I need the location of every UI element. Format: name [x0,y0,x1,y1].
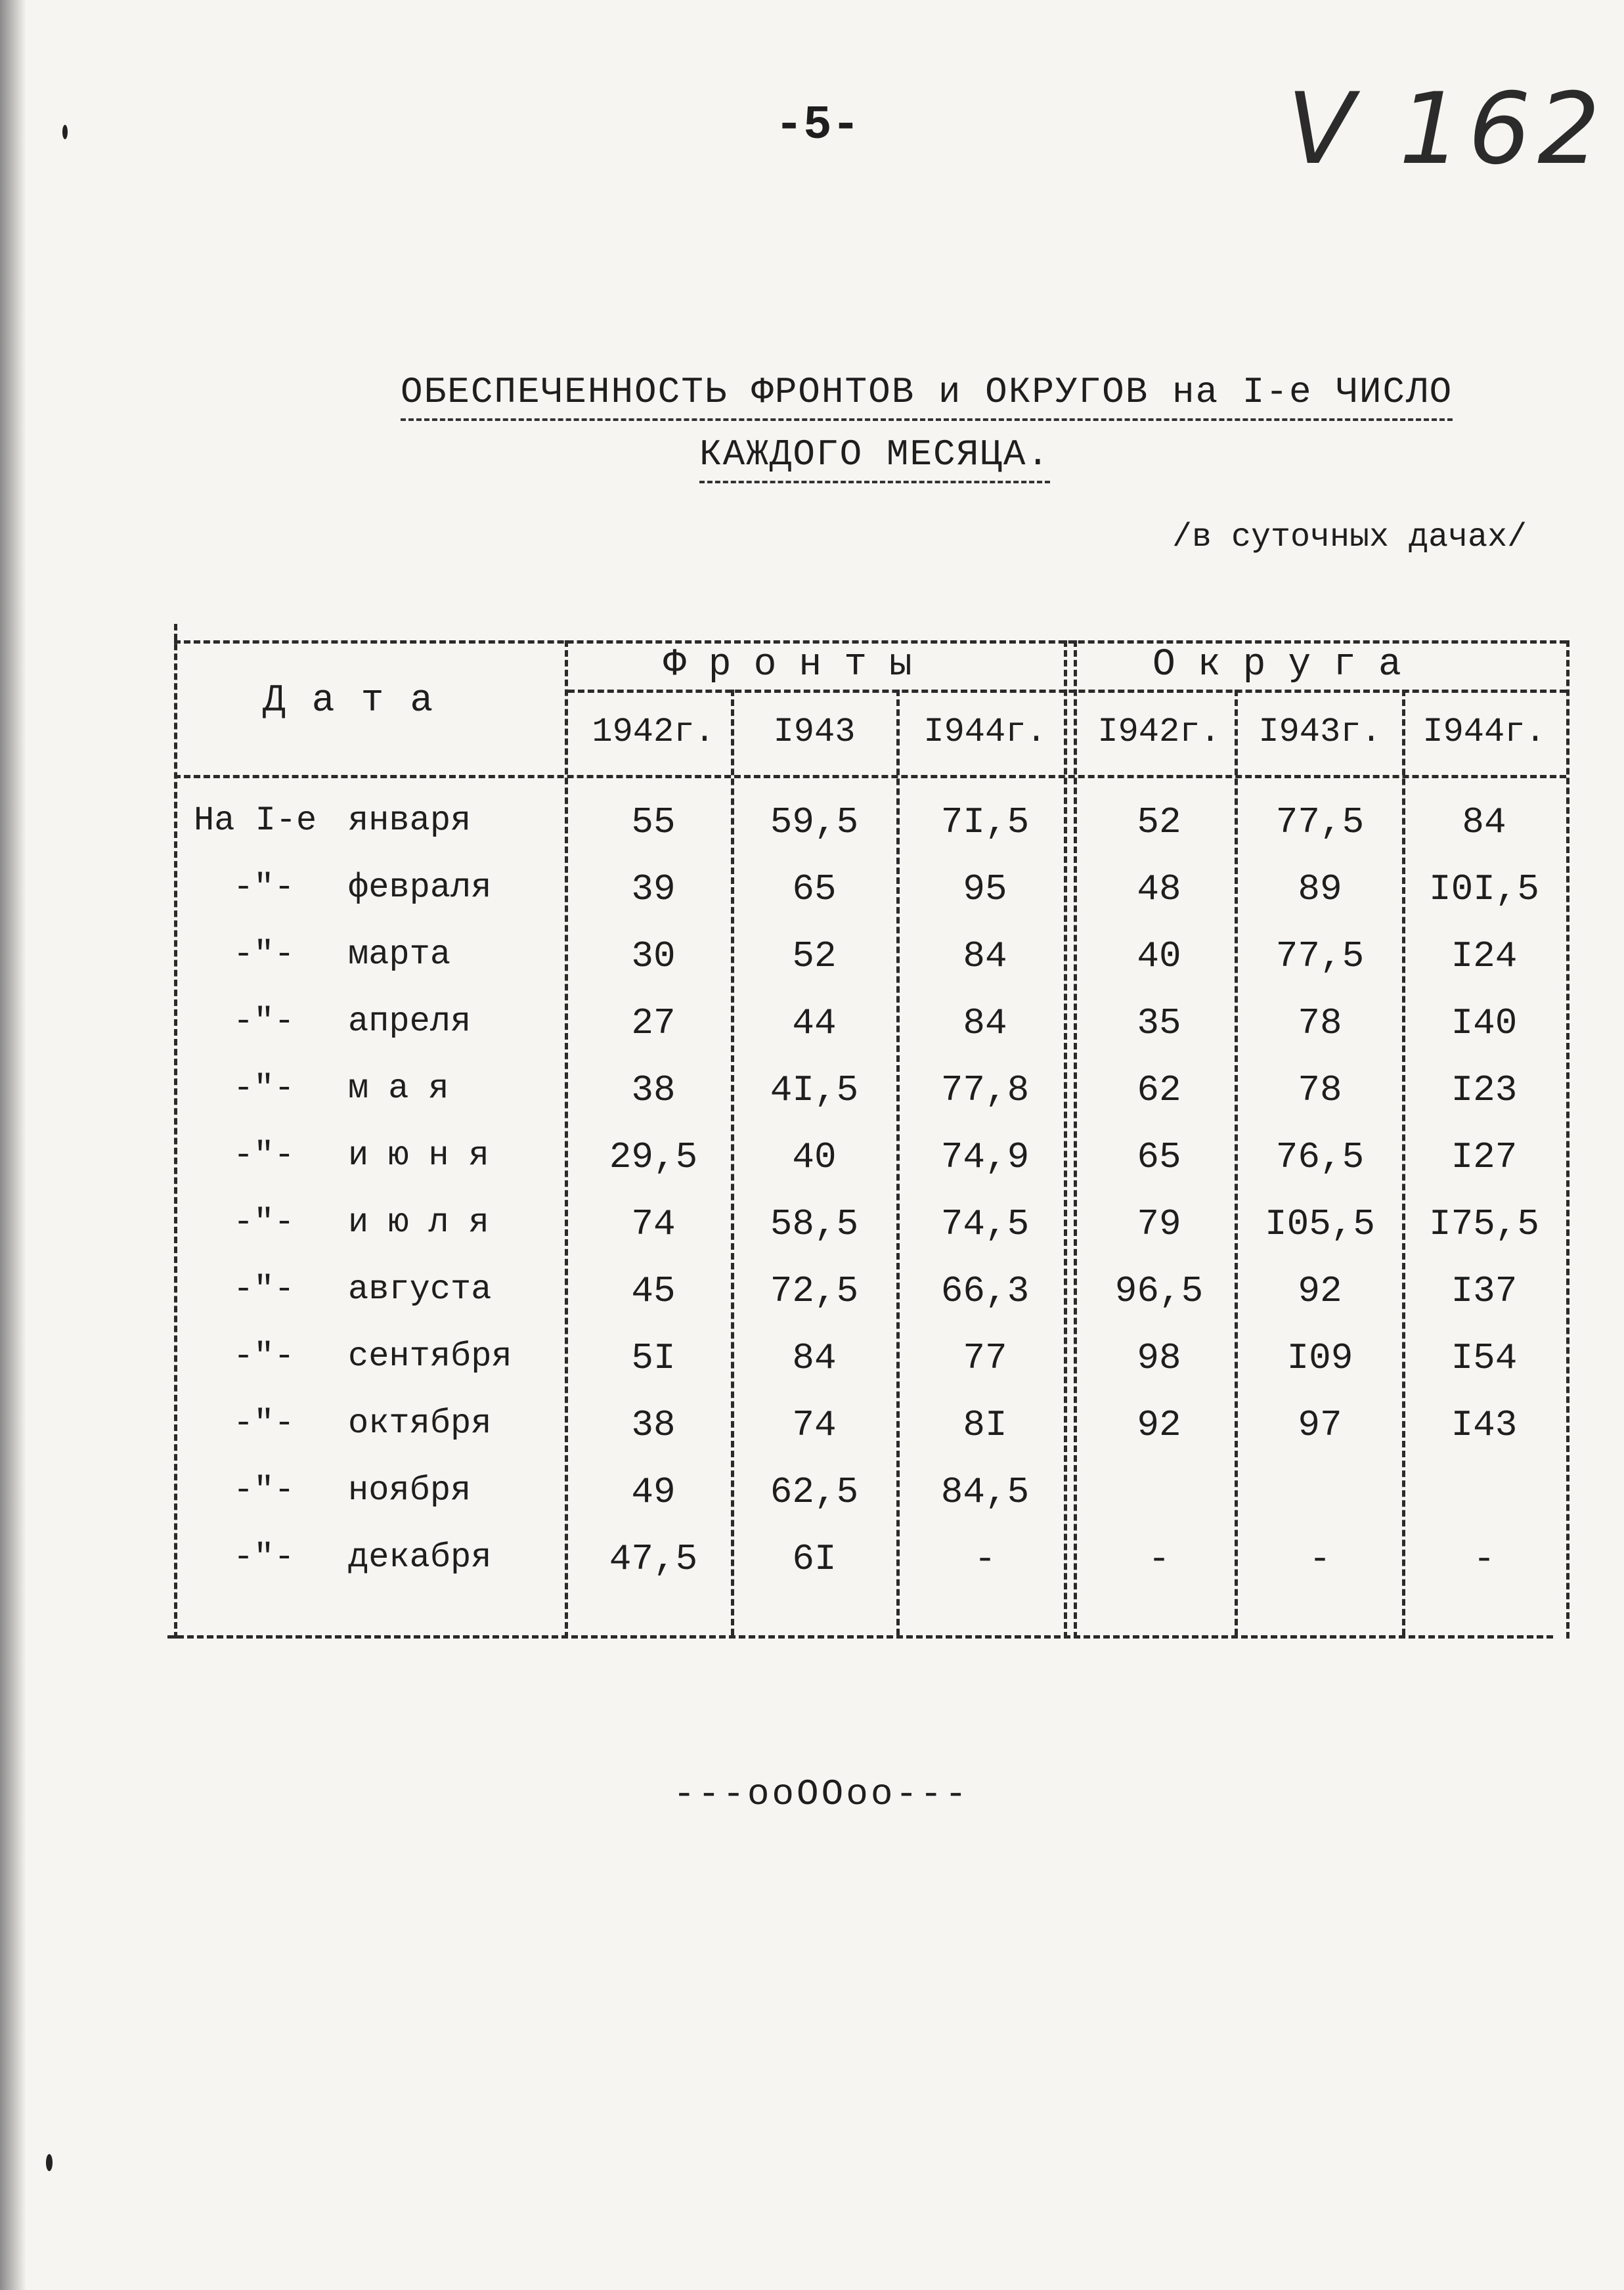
table-bottom-rule [167,1635,1553,1639]
row-prefix: -"- [233,1270,295,1309]
cell-districts-1942: 40 [1137,935,1181,977]
cell-districts-1943: 92 [1298,1270,1342,1312]
row-prefix: -"- [233,1203,295,1242]
date-column-header: Дата [263,680,460,722]
cell-fronts-1943: 44 [792,1002,837,1044]
cell-districts-1944: 84 [1462,801,1506,843]
cell-fronts-1944: 74,9 [940,1136,1030,1178]
cell-fronts-1943: 40 [792,1136,837,1178]
cell-districts-1944: I40 [1451,1002,1518,1044]
cell-districts-1944: I23 [1451,1069,1518,1111]
cell-fronts-1944: 7I,5 [940,801,1030,843]
cell-fronts-1943: 74 [792,1404,837,1446]
row-prefix: -"- [233,1337,295,1376]
year-header-districts-1942: I942г. [1097,713,1221,751]
row-month: августа [348,1270,492,1309]
cell-districts-1942: 98 [1137,1337,1181,1379]
cell-districts-1944: I24 [1451,935,1518,977]
row-month: декабря [348,1538,492,1577]
cell-fronts-1942: 55 [631,801,676,843]
cell-districts-1942: - [1148,1538,1170,1580]
cell-fronts-1942: 49 [631,1471,676,1513]
cell-fronts-1943: 65 [792,868,837,910]
cell-fronts-1942: 38 [631,1404,676,1446]
cell-fronts-1944: - [974,1538,996,1580]
cell-fronts-1942: 5I [631,1337,676,1379]
table-row [167,801,1566,868]
row-month: октября [348,1404,492,1443]
cell-districts-1942: 35 [1137,1002,1181,1044]
cell-districts-1943: - [1309,1538,1331,1580]
cell-districts-1943: 89 [1298,868,1342,910]
cell-fronts-1943: 59,5 [770,801,859,843]
cell-districts-1944: I0I,5 [1428,868,1540,910]
districts-header: Округа [1152,644,1424,686]
table-row [167,1337,1566,1404]
row-prefix: -"- [233,1002,295,1041]
row-month: июня [348,1136,509,1175]
cell-districts-1942: 48 [1137,868,1181,910]
table-row [167,1069,1566,1136]
row-prefix: -"- [233,868,295,907]
row-prefix: -"- [233,1404,295,1443]
ink-speck [46,2154,53,2171]
header-bottom-rule [174,775,1566,778]
table-row [167,1136,1566,1203]
cell-fronts-1942: 27 [631,1002,676,1044]
cell-districts-1943: 97 [1298,1404,1342,1446]
cell-districts-1942: 62 [1137,1069,1181,1111]
row-month: мая [348,1069,469,1108]
cell-districts-1943: 78 [1298,1002,1342,1044]
cell-fronts-1943: 58,5 [770,1203,859,1245]
cell-districts-1942: 52 [1137,801,1181,843]
row-prefix: -"- [233,1069,295,1108]
table-row [167,1002,1566,1069]
table-row [167,1471,1566,1538]
cell-fronts-1944: 74,5 [940,1203,1030,1245]
row-month: января [348,801,472,840]
scan-edge-shadow [0,0,26,2290]
cell-fronts-1942: 45 [631,1270,676,1312]
cell-fronts-1943: 52 [792,935,837,977]
table-row [167,1404,1566,1471]
row-prefix: На I-е [194,801,317,840]
cell-districts-1944: I75,5 [1428,1203,1540,1245]
row-month: ноября [348,1471,472,1510]
cell-districts-1943: 78 [1298,1069,1342,1111]
document-title-line-1: ОБЕСПЕЧЕННОСТЬ ФРОНТОВ и ОКРУГОВ на I-е ЧИСЛО [401,371,1453,421]
page-number: -5- [775,99,860,152]
cell-districts-1943: 77,5 [1275,935,1365,977]
cell-districts-1944: I27 [1451,1136,1518,1178]
cell-districts-1942: 92 [1137,1404,1181,1446]
ink-speck [62,125,68,139]
cell-fronts-1944: 66,3 [940,1270,1030,1312]
cell-districts-1944: - [1473,1538,1495,1580]
table-row [167,868,1566,935]
fronts-header: Фронты [663,644,934,686]
units-note: /в суточных дачах/ [1172,519,1527,556]
end-of-section-mark: ---ooOOoo--- [673,1773,970,1815]
cell-fronts-1942: 30 [631,935,676,977]
cell-fronts-1943: 6I [792,1538,837,1580]
cell-fronts-1942: 47,5 [609,1538,698,1580]
table-row [167,1270,1566,1337]
cell-districts-1942: 79 [1137,1203,1181,1245]
cell-fronts-1943: 84 [792,1337,837,1379]
document-title-line-2: КАЖДОГО МЕСЯЦА. [699,433,1050,483]
row-month: апреля [348,1002,472,1041]
cell-fronts-1943: 62,5 [770,1471,859,1513]
row-prefix: -"- [233,1471,295,1510]
cell-fronts-1944: 84 [963,935,1007,977]
cell-fronts-1944: 8I [963,1404,1007,1446]
cell-districts-1944: I43 [1451,1404,1518,1446]
cell-fronts-1944: 95 [963,868,1007,910]
cell-fronts-1942: 39 [631,868,676,910]
cell-districts-1943: 77,5 [1275,801,1365,843]
table-row [167,1203,1566,1270]
cell-districts-1943: 76,5 [1275,1136,1365,1178]
year-header-districts-1944: I944г. [1422,713,1546,751]
table-row [167,935,1566,1002]
cell-fronts-1943: 4I,5 [770,1069,859,1111]
year-header-fronts-1944: I944г. [923,713,1047,751]
cell-districts-1943: I05,5 [1264,1203,1376,1245]
cell-fronts-1943: 72,5 [770,1270,859,1312]
supply-table [167,624,1566,1648]
group-header-rule [568,690,1566,693]
cell-fronts-1942: 74 [631,1203,676,1245]
archive-handwritten-mark: V 162 [1287,72,1607,187]
year-header-fronts-1942: 1942г. [592,713,715,751]
cell-districts-1942: 96,5 [1114,1270,1204,1312]
cell-districts-1943: I09 [1286,1337,1353,1379]
year-header-fronts-1943: I943 [773,713,856,751]
cell-fronts-1944: 84,5 [940,1471,1030,1513]
cell-districts-1944: I54 [1451,1337,1518,1379]
row-prefix: -"- [233,935,295,974]
table-row [167,1538,1566,1605]
row-prefix: -"- [233,1136,295,1175]
cell-fronts-1942: 29,5 [609,1136,698,1178]
table-right-rule [1566,640,1569,1639]
cell-districts-1944: I37 [1451,1270,1518,1312]
cell-districts-1942: 65 [1137,1136,1181,1178]
row-month: февраля [348,868,492,907]
cell-fronts-1944: 84 [963,1002,1007,1044]
cell-fronts-1944: 77,8 [940,1069,1030,1111]
row-prefix: -"- [233,1538,295,1577]
row-month: марта [348,935,451,974]
cell-fronts-1942: 38 [631,1069,676,1111]
row-month: сентября [348,1337,512,1376]
year-header-districts-1943: I943г. [1258,713,1382,751]
cell-fronts-1944: 77 [963,1337,1007,1379]
row-month: июля [348,1203,509,1242]
